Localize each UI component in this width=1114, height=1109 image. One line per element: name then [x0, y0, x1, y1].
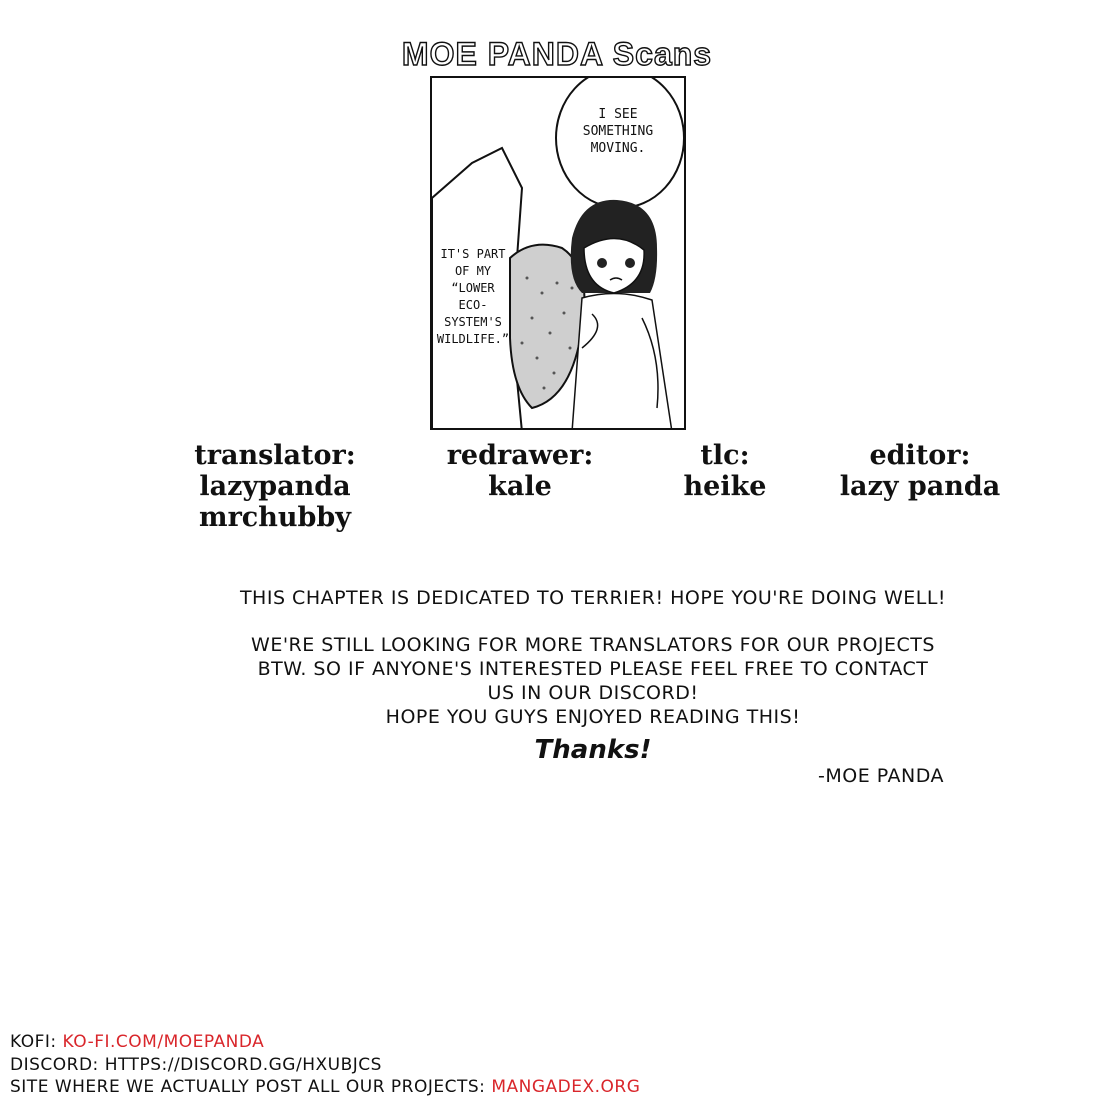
bubble-line: “LOWER — [451, 281, 495, 295]
signoff-text: -MOE PANDA — [818, 765, 944, 787]
footer-kofi — [10, 1032, 264, 1052]
bubble-line: I SEE — [598, 107, 638, 122]
dedication-text: THIS CHAPTER IS DEDICATED TO TERRIER! HOPE YOU'RE DOING WELL! — [239, 587, 947, 609]
kofi-link[interactable]: KO-FI.COM/MOEPANDA — [62, 1032, 265, 1052]
credit-redrawer — [410, 440, 630, 502]
speech-bubble-top — [558, 106, 678, 157]
bubble-line: WILDLIFE.” — [436, 332, 510, 346]
bubble-line: SOMETHING — [582, 124, 654, 139]
discord-link[interactable]: HTTPS://DISCORD.GG/HXUBJCS — [104, 1055, 382, 1075]
credit-name: lazypanda — [199, 471, 351, 502]
thanks-text: Thanks! — [534, 735, 652, 765]
credit-translator — [150, 440, 400, 533]
manga-panel — [430, 76, 686, 430]
bubble-line: ECO- — [458, 298, 488, 312]
credit-tlc — [660, 440, 790, 502]
message-block — [0, 633, 1114, 729]
message-line: US IN OUR DISCORD! — [487, 682, 699, 704]
discord-label: DISCORD: — [10, 1055, 99, 1075]
credit-role: tlc: — [700, 440, 750, 471]
bubble-line: SYSTEM'S — [444, 315, 502, 329]
site-label: SITE WHERE WE ACTUALLY POST ALL OUR PROJECTS: — [10, 1077, 486, 1097]
credit-role: redrawer: — [446, 440, 594, 471]
credit-name: mrchubby — [199, 502, 351, 533]
bubble-line: MOVING. — [590, 141, 646, 156]
message-line: HOPE YOU GUYS ENJOYED READING THIS! — [385, 706, 801, 728]
credit-name: heike — [683, 471, 767, 502]
speech-bubble-left — [434, 246, 512, 348]
kofi-label: KOFI: — [10, 1032, 57, 1052]
credit-role: editor: — [869, 440, 971, 471]
credits — [0, 440, 1114, 550]
footer-site — [10, 1077, 640, 1097]
credit-editor — [810, 440, 1030, 502]
page-title: MOE PANDA Scans — [401, 36, 713, 72]
message-line: WE'RE STILL LOOKING FOR MORE TRANSLATORS FOR OUR PROJECTS — [251, 634, 935, 656]
bubble-line: OF MY — [454, 264, 492, 278]
footer-discord — [10, 1055, 382, 1075]
credit-role: translator: — [194, 440, 356, 471]
credit-name: lazy panda — [839, 471, 1001, 502]
credit-name: kale — [488, 471, 552, 502]
message-line: BTW. SO IF ANYONE'S INTERESTED PLEASE FEEL FREE TO CONTACT — [257, 658, 929, 680]
site-link[interactable]: MANGADEX.ORG — [491, 1077, 641, 1097]
bubble-line: IT'S PART — [440, 247, 506, 261]
